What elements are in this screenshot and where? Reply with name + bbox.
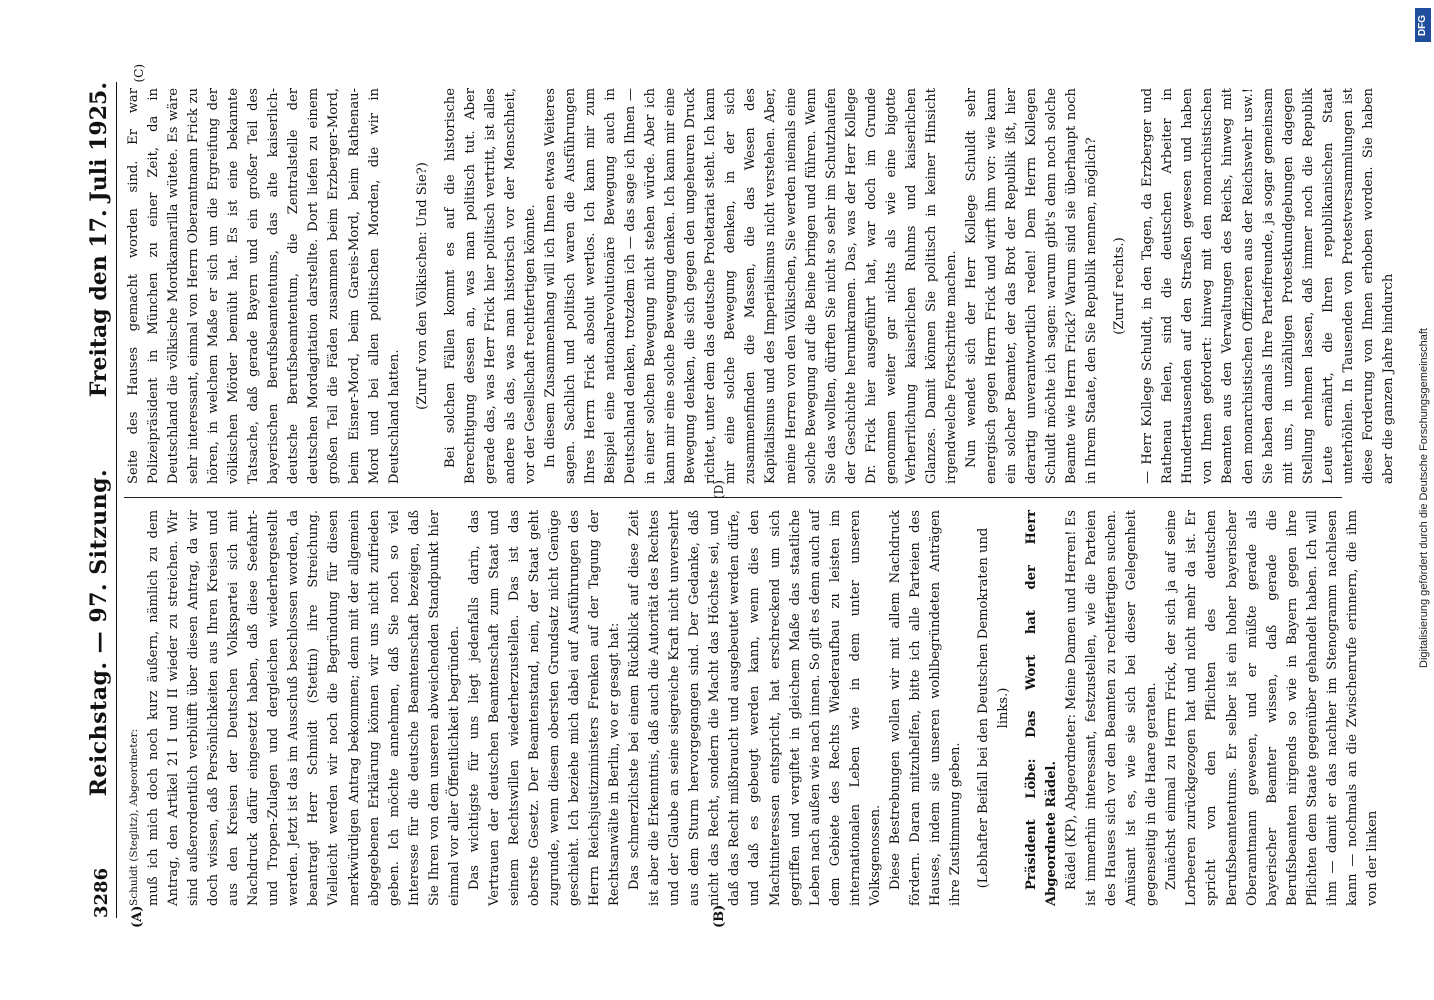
paragraph: Das wichtigste für uns liegt jedenfalls darin, das Vertrauen der deutschen Beamtenschaft zum Staat und seinem Rechtswillen wiederherzustellen. Das ist das oberste Gesetz. Der Beamtenstand, nein, der Staat geht zugrunde, wenn diesem obersten Grundsatz nicht Genüge geschieht. Ich beziehe mich dabei auf Ausführungen des Herrn Reichsjustizministers Frenken auf der Tagung der Rechtsanwälte in Berlin, wo er gesagt hat:: [466, 510, 623, 906]
document-page: [72, 64, 1396, 930]
paragraph: In diesem Zusammenhang will ich Ihnen etwas Weiteres sagen. Sachlich und politisch waren die Ausführungen Ihres Herrn Frick absolut wertlos. Ich kann mir zum Beispiel eine nationalrevolutionäre Bewegung auch in Deutschland denken, trotzdem ich — das sage ich Ihnen — in einer solchen Bewegung nicht stehen würde. Aber ich kann mir eine solche Bewegung denken. Ich kann mir eine Bewegung denken, die sich gegen den ungeheuren Druck richtet, unter dem das deutsche Proletariat steht. Ich kann mir eine solche Bewegung denken, in der sich zusammenfinden die Massen, die das Wesen des Kapitalismus und des Imperialismus nicht verstehen. Aber, meine Herren von den Völkischen, Sie werden niemals eine solche Bewegung auf die Beine bringen und führen. Wenn Sie das wollten, dürften Sie nicht so sehr im Schutzhaufen der Geschichte herumkramen. Das, was der Herr Kollege Dr. Frick hier ausgeführt hat, war doch im Grunde genommen weiter gar nichts als wie eine bigotte Verherrlichung kaiserlichen Ruhms und kaiserlichen Glanzes. Damit können Sie politisch in keiner Hinsicht irgendwelche Fortschritte machen.: [542, 88, 959, 484]
column-divider: [124, 497, 1342, 498]
paragraph: Seite des Hauses gemacht worden sind. Er war Polizeipräsident in München zu einer Zeit, da in Deutschland die völkische Mordkamarilla wütete. Es wäre sehr interessant, einmal von Herrn Oberamtmann Frick zu hören, in welchem Maße er sich um die Ergreifung der völkischen Mörder bemüht hat. Es ist eine bekannte Tatsache, daß gerade Bayern und ein großer Teil des bayerischen Berufsbeamtentums, das alte kaiserlich-deutsche Berufsbeamtentum, die Zentralstelle der deutschen Mordagitation darstellte. Dort liefen zu einem großen Teil die Fäden zusammen beim Erzberger-Mord, beim Eisner-Mord, beim Gareis-Mord, beim Rathenau-Mord und bei allen politischen Morden, die wir in Deutschland hatten.: [126, 88, 402, 484]
margin-mark-b: (B): [712, 904, 727, 928]
paragraph: muß ich mich doch noch kurz äußern, nämlich zu dem Antrag, den Artikel 21 I und II wieder zu streichen. Wir sind außerordentlich verblüfft über diesen Antrag, da wir doch wissen, daß Persönlichkeiten aus Ihren Kreisen und aus den Kreisen der Deutschen Volkspartei sich mit Nachdruck dafür eingesetzt haben, daß diese Seefahrt- und Tropen-Zulagen und dergleichen wiederhergestellt werden. Jetzt ist das im Ausschuß beschlossen worden, da beantragt Herr Schmidt (Stettin) ihre Streichung. Vielleicht werden wir noch die Begründung für diesen merkwürdigen Antrag bekommen; denn mit der allgemein abgegebenen Erklärung können wir uns nicht zufrieden geben. Ich möchte annehmen, daß Sie noch so viel Interesse für die deutsche Beamtenschaft bezeigen, daß Sie Ihren von dem unseren abweichenden Standpunkt hier einmal vor aller Öffentlichkeit begründen.: [146, 510, 462, 906]
right-column: [124, 88, 1396, 484]
session-date: Freitag den 17. Juli 1925.: [86, 82, 112, 398]
session-title: Reichstag. — 97. Sitzung.: [86, 468, 112, 797]
margin-mark-d: (D): [712, 480, 726, 499]
interjection: (Zuruf von den Völkischen: Und Sie?): [414, 162, 430, 410]
page-header: [72, 82, 117, 918]
paragraph: — Herr Kollege Schuldt, in den Tagen, da Erzberger und Rathenau fielen, sind die deutschen Arbeiter in Hunderttausenden auf den Straßen gewesen und haben von Ihnen gefordert: hinweg mit den monarchistischen Beamten aus den Verwaltungen des Reichs, hinweg mit den monarchistischen Offizieren aus der Reichswehr usw.! Sie haben damals Ihre Parteifreunde, ja sogar gemeinsam mit uns, in unzähligen Protestkundgebungen dagegen Stellung nehmen lassen, daß immer noch die Republik Leute ernährt, die Ihren republikanischen Staat unterhöhlen. In Tausenden von Protestversammlungen ist diese Forderung von Ihnen erhoben worden. Sie haben aber die ganzen Jahre hindurch: [1140, 88, 1396, 484]
paragraph: Bei solchen Fällen kommt es auf die historische Berechtigung dessen an, was man politisch tut. Aber gerade das, was Herr Frick hier politisch vertritt, ist alles andere als das, was man historisch vor der Menschheit, vor der Gesellschaft rechtfertigen könnte.: [442, 88, 538, 484]
paragraph: Nun wendet sich der Herr Kollege Schuldt sehr energisch gegen Herrn Frick und wirft ihm vor: wie kann ein solcher Beamter, der das Brot der Republik ißt, hier derartig unverantwortlich reden! Dem Herrn Kollegen Schuldt möchte ich sagen: warum gibt's denn noch solche Beamte wie Herrn Frick? Warum sind sie überhaupt noch in Ihrem Staate, den Sie Republik nennen, möglich?: [963, 88, 1100, 484]
president-remark: Präsident Löbe: Das Wort hat der Herr Abgeordnete Rädel.: [1024, 510, 1060, 906]
margin-mark-c: (C): [132, 64, 146, 83]
applause-note: (Lebhafter Beifall bei den Deutschen Demokraten und links.): [975, 527, 1012, 889]
dfg-notice-text: Digitalisierung gefördert durch die Deutsche Forschungsgemeinschaft: [1418, 328, 1430, 668]
left-column: [124, 510, 1380, 906]
paragraph: Zunächst einmal zu Herrn Frick, der sich ja auf seine Lorbeeren zurückgezogen hat und nicht mehr da ist. Er spricht von den Pflichten des deutschen Berufsbeamtentums. Er selber ist ein hoher bayerischer Oberamtmann gewesen, und er müßte gerade als bayerischer Beamter wissen, daß gerade die Berufsbeamten nirgends so wie in Bayern gegen ihre Pflichten dem Staate gegenüber gehandelt haben. Ich will ihm — damit er das nachher im Stenogramm nachlesen kann — nochmals an die Zwischenrufe erinnern, die ihm von der linken: [1164, 510, 1380, 906]
page-number: 3286: [91, 867, 112, 918]
speaker-tag: Schuldt (Steglitz), Abgeordneter:: [128, 728, 140, 906]
paragraph: Diese Bestrebungen wollen wir mit allem Nachdruck fördern. Daran mitzuhelfen, bitte ich alle Parteien des Hauses, indem sie unseren wohlbegründeten Anträgen ihre Zustimmung geben.: [887, 510, 963, 906]
paragraph: Rädel (KP), Abgeordneter: Meine Damen und Herren! Es ist immerhin interessant, festzustellen, wie die Parteien des Hauses sich vor den Beamten zu rechtfertigen suchen. Amüsant ist es, wie sie sich bei dieser Gelegenheit gegenseitig in die Haare geraten.: [1064, 510, 1160, 906]
interjection: (Zuruf rechts.): [1112, 237, 1128, 335]
dfg-notice: [1414, 8, 1434, 988]
dfg-logo: DFG: [1415, 8, 1431, 42]
quote-paragraph: Das schmerzlichste bei einem Rückblick auf diese Zeit ist aber die Erkenntnis, daß auch die Autorität des Rechtes und der Glaube an seine siegreiche Kraft nicht unversehrt aus dem Sturm hervorgegangen sind. Der Gedanke, daß nicht das Recht, sondern die Macht das Höchste sei, und daß das Recht mißbraucht und ausgebeutet werden dürfe, und daß es gebeugt werden kann, wenn dies den Machtinteressen entspricht, hat erschreckend um sich gegriffen und vergiftet in gleichem Maße das staatliche Leben nach außen wie nach innen. So gilt es denn auch auf dem Gebiete des Rechts Wiederaufbau zu leisten im internationalen Leben wie in dem unter unseren Volksgenossen.: [627, 510, 883, 906]
margin-mark-a: (A): [130, 905, 145, 928]
